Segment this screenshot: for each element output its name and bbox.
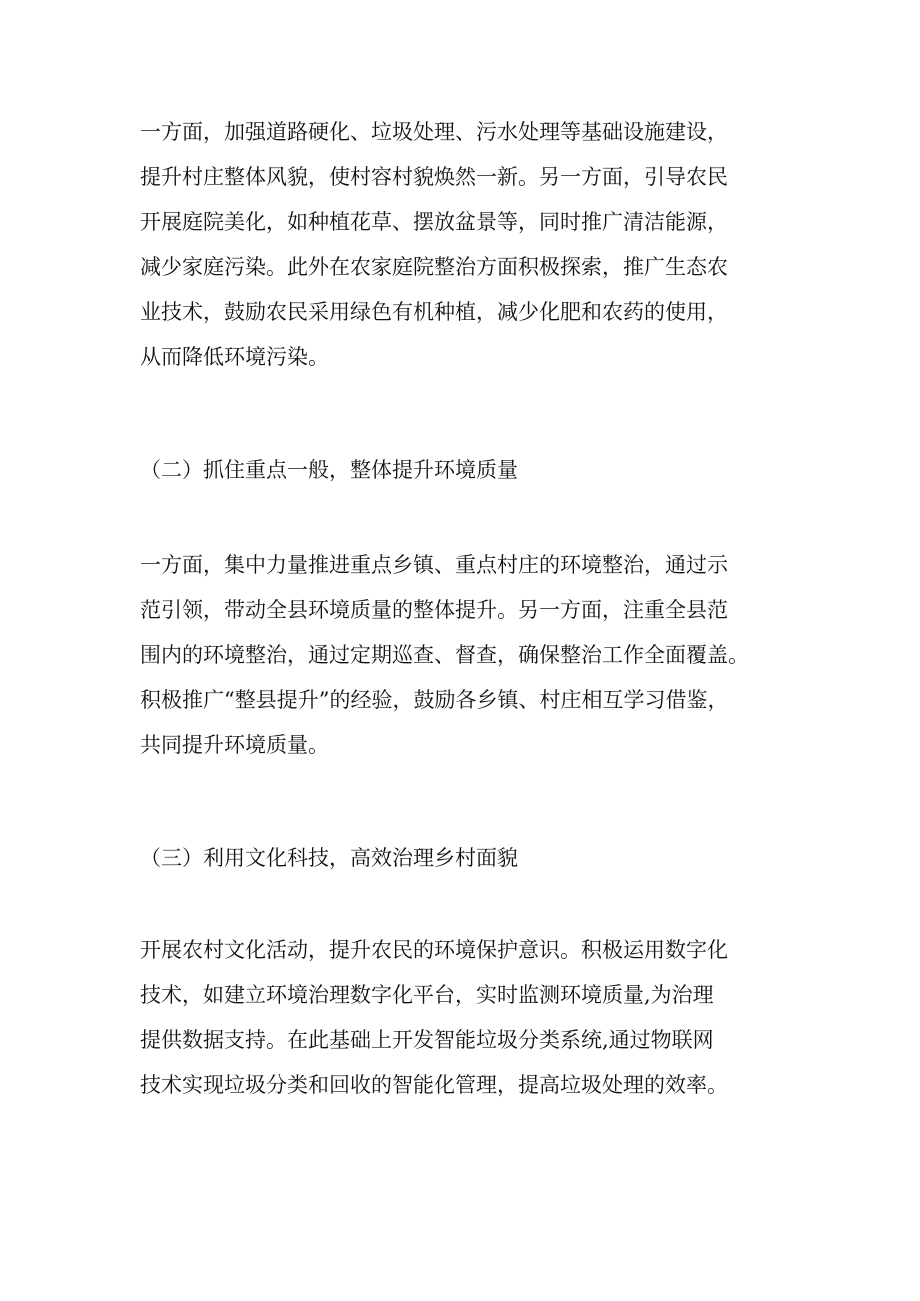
paragraph-line: 一方面，加强道路硬化、垃圾处理、污水处理等基础设施建设，: [140, 120, 728, 144]
paragraph-line: 减少家庭污染。此外在农家庭院整治方面积极探索，推广生态农: [140, 255, 728, 279]
paragraph-line: 业技术，鼓励农民采用绿色有机种植，减少化肥和农药的使用，: [140, 300, 728, 324]
paragraph-line: 围内的环境整治，通过定期巡查、督查，确保整治工作全面覆盖。: [140, 643, 749, 667]
paragraph-line: 一方面，集中力量推进重点乡镇、重点村庄的环境整治，通过示: [140, 553, 728, 577]
paragraph-line: 技术，如建立环境治理数字化平台，实时监测环境质量,为治理: [140, 983, 714, 1007]
paragraph-line: 积极推广“整县提升”的经验，鼓励各乡镇、村庄相互学习借鉴，: [140, 688, 729, 712]
paragraph-line: 范引领，带动全县环境质量的整体提升。另一方面，注重全县范: [140, 598, 728, 622]
body-paragraph: [140, 110, 800, 380]
body-paragraph: [140, 543, 800, 768]
section-heading-2: （二）抓住重点一般，整体提升环境质量: [140, 458, 518, 482]
section-heading-3: （三）利用文化科技，高效治理乡村面貌: [140, 846, 518, 870]
paragraph-line: 开展农村文化活动，提升农民的环境保护意识。积极运用数字化: [140, 938, 728, 962]
paragraph-line: 提升村庄整体风貌，使村容村貌焕然一新。另一方面，引导农民: [140, 165, 728, 189]
paragraph-line: 从而降低环境污染。: [140, 345, 329, 369]
paragraph-line: 共同提升环境质量。: [140, 733, 329, 757]
paragraph-line: 技术实现垃圾分类和回收的智能化管理，提高垃圾处理的效率。: [140, 1073, 728, 1097]
paragraph-line: 提供数据支持。在此基础上开发智能垃圾分类系统,通过物联网: [140, 1028, 714, 1052]
body-paragraph: [140, 928, 800, 1108]
paragraph-line: 开展庭院美化，如种植花草、摆放盆景等，同时推广清洁能源，: [140, 210, 728, 234]
